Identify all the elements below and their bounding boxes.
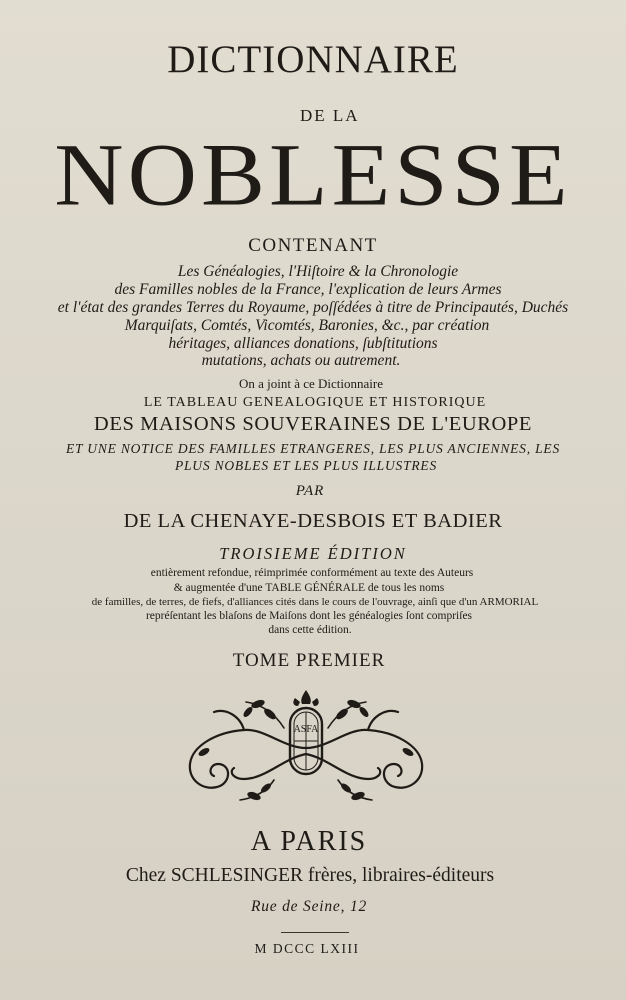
title-noblesse: NOBLESSE <box>54 124 572 224</box>
tableau-line: LE TABLEAU GENEALOGIQUE ET HISTORIQUE <box>143 395 487 410</box>
publisher-vignette <box>174 688 438 806</box>
edition-heading: TROISIEME ÉDITION <box>219 544 407 563</box>
edition-line-1: entièrement refondue, réimprimée conformément au texte des Auteurs <box>150 567 474 579</box>
title-dictionnaire: DICTIONNAIRE <box>167 38 459 81</box>
title-de-la: DE LA <box>300 106 360 125</box>
separator-rule <box>281 932 349 933</box>
contents-line-2: des Familles nobles de la France, l'explication de leurs Armes <box>114 281 502 298</box>
notice-line-1: ET UNE NOTICE DES FAMILLES ETRANGERES, LES PLUS ANCIENNES, LES <box>65 441 560 456</box>
author-line: DE LA CHENAYE-DESBOIS ET BADIER <box>123 510 503 532</box>
place-line: A PARIS <box>250 826 368 857</box>
edition-line-4: repréſentant les blaſons de Maiſons dont les généalogies ſont compriſes <box>145 610 473 622</box>
joint-line: On a joint à ce Dictionnaire <box>238 376 384 391</box>
contents-line-5: héritages, alliances donations, ſubſtitutions <box>168 335 438 352</box>
contenant-heading: CONTENANT <box>248 235 378 256</box>
address-line: Rue de Seine, 12 <box>250 898 368 915</box>
par-line: PAR <box>295 483 325 499</box>
notice-line-2: PLUS NOBLES ET LES PLUS ILLUSTRES <box>174 458 438 473</box>
date-line: M DCCC LXIII <box>254 941 360 956</box>
contents-line-1: Les Généalogies, l'Hiſtoire & la Chronologie <box>177 263 459 280</box>
contents-line-3: et l'état des grandes Terres du Royaume, poſſédées à titre de Principautés, Duchés <box>57 299 569 316</box>
maisons-line: DES MAISONS SOUVERAINES DE L'EUROPE <box>93 413 533 435</box>
edition-line-2: & augmentée d'une TABLE GÉNÉRALE de tous les noms <box>173 582 445 594</box>
contents-line-4: Marquiſats, Comtés, Vicomtés, Baronies, &c., par création <box>124 317 490 334</box>
edition-line-3: de familles, de terres, de fiefs, d'alliances cités dans le cours de l'ouvrage, ainſi que d'un ARMORIAL <box>91 596 539 608</box>
contents-line-6: mutations, achats ou autrement. <box>201 352 401 369</box>
publisher-line: Chez SCHLESINGER frères, libraires-éditeurs <box>125 865 495 886</box>
vignette-monogram: ASFA <box>293 724 319 735</box>
tome-line: TOME PREMIER <box>232 650 386 671</box>
edition-line-5: dans cette édition. <box>268 624 352 636</box>
